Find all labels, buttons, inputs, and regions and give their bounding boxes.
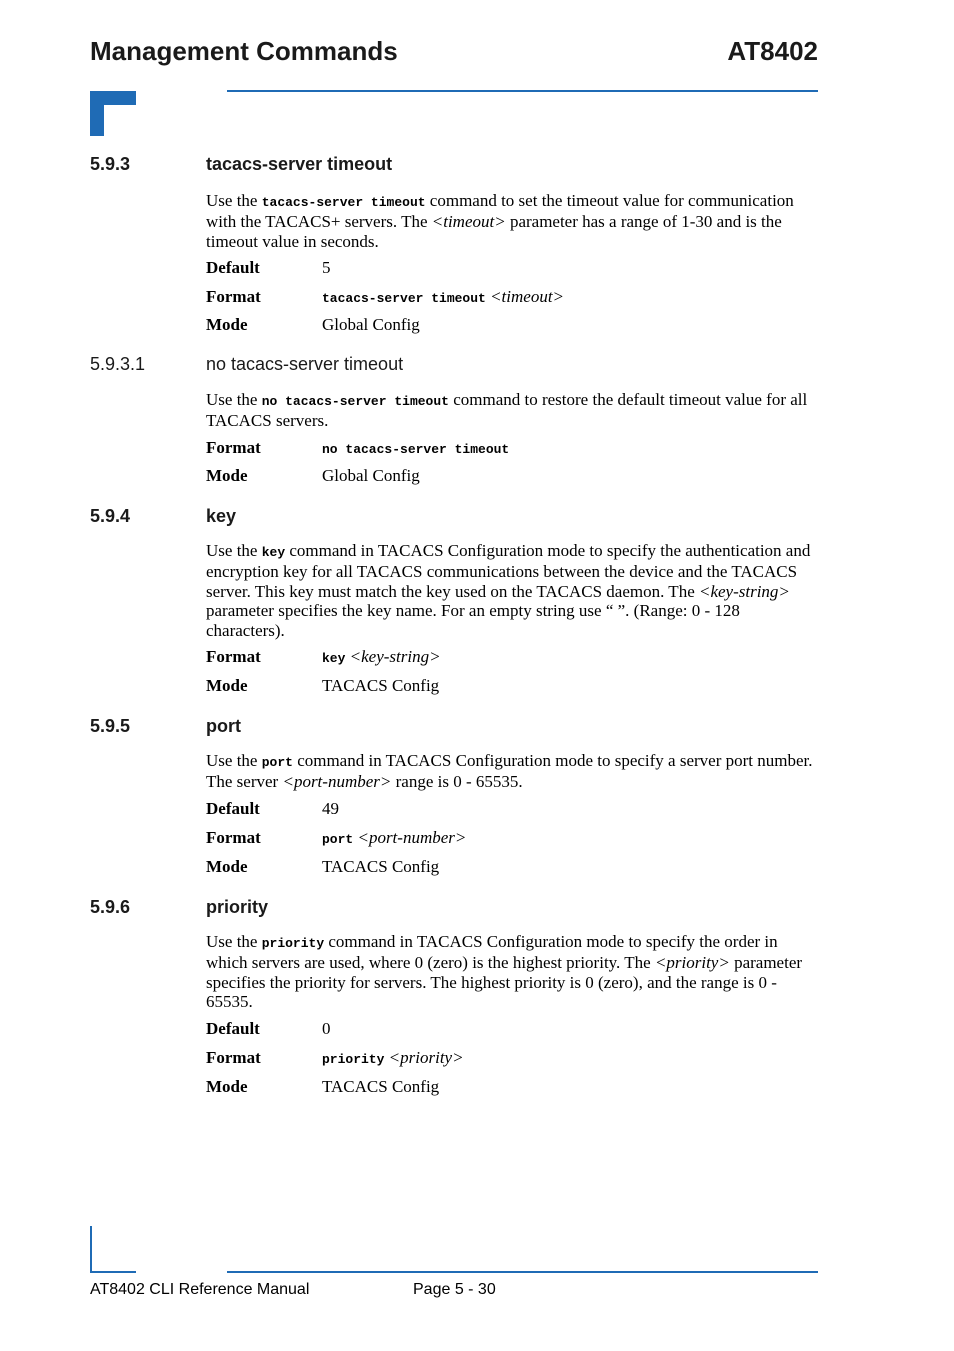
mode-row-5-9-5: Mode TACACS Config: [206, 857, 440, 876]
header-product: AT8402: [727, 36, 818, 66]
paragraph-5-9-4: Use the key command in TACACS Configuration mode to specify the authentication and encryption key for all TACACS communications between the device and the TACACS server. This key must match the key used on the TACACS daemon. The <key-string> parameter specifies the key name. For an empty string use “ ”. (Range: 0 - 128 characters).: [206, 541, 811, 640]
format-row-5-9-3: Format tacacs-server timeout <timeout>: [206, 287, 565, 306]
footer-manual-title: AT8402 CLI Reference Manual: [90, 1281, 310, 1298]
footer-corner-horizontal: [90, 1271, 136, 1273]
section-heading-5-9-5: 5.9.5 port: [90, 716, 241, 736]
mode-row-5-9-3: Mode Global Config: [206, 315, 420, 334]
format-row-5-9-4: Format key <key-string>: [206, 647, 441, 666]
paragraph-5-9-5: Use the port command in TACACS Configuration mode to specify a server port number. The server <port-number> range is 0 - 65535.: [206, 751, 813, 792]
footer-corner-vertical: [90, 1226, 92, 1273]
mode-row-5-9-4: Mode TACACS Config: [206, 676, 440, 695]
footer-rule: [227, 1271, 818, 1273]
format-row-5-9-3-1: Format no tacacs-server timeout: [206, 438, 510, 457]
section-heading-5-9-6: 5.9.6 priority: [90, 897, 269, 917]
default-row-5-9-3: Default 5: [206, 258, 331, 277]
format-row-5-9-6: Format priority <priority>: [206, 1048, 464, 1067]
format-row-5-9-5: Format port <port-number>: [206, 828, 467, 847]
paragraph-5-9-3: Use the tacacs-server timeout command to set the timeout value for communication with the TACACS+ servers. The <timeout> parameter has a range of 1-30 and is the timeout value in seconds.: [206, 191, 794, 251]
paragraph-5-9-6: Use the priority command in TACACS Configuration mode to specify the order in which servers are used, where 0 (zero) is the highest priority. The <priority> parameter specifies the priority for servers. The highest priority is 0 (zero), and the range is 0 - 65535.: [206, 932, 803, 1012]
default-row-5-9-6: Default 0: [206, 1019, 331, 1038]
corner-mark-horizontal: [90, 91, 136, 105]
paragraph-5-9-3-1: Use the no tacacs-server timeout command to restore the default timeout value for all TACACS servers.: [206, 390, 808, 431]
header-title: Management Commands: [90, 36, 398, 66]
default-row-5-9-5: Default 49: [206, 799, 339, 818]
mode-row-5-9-6: Mode TACACS Config: [206, 1077, 440, 1096]
section-heading-5-9-3: 5.9.3 tacacs-server timeout: [90, 154, 393, 174]
section-heading-5-9-4: 5.9.4 key: [90, 506, 237, 526]
header-rule: [227, 90, 818, 92]
mode-row-5-9-3-1: Mode Global Config: [206, 466, 420, 485]
footer-page-number: Page 5 - 30: [413, 1281, 496, 1298]
section-heading-5-9-3-1: 5.9.3.1 no tacacs-server timeout: [90, 354, 404, 374]
